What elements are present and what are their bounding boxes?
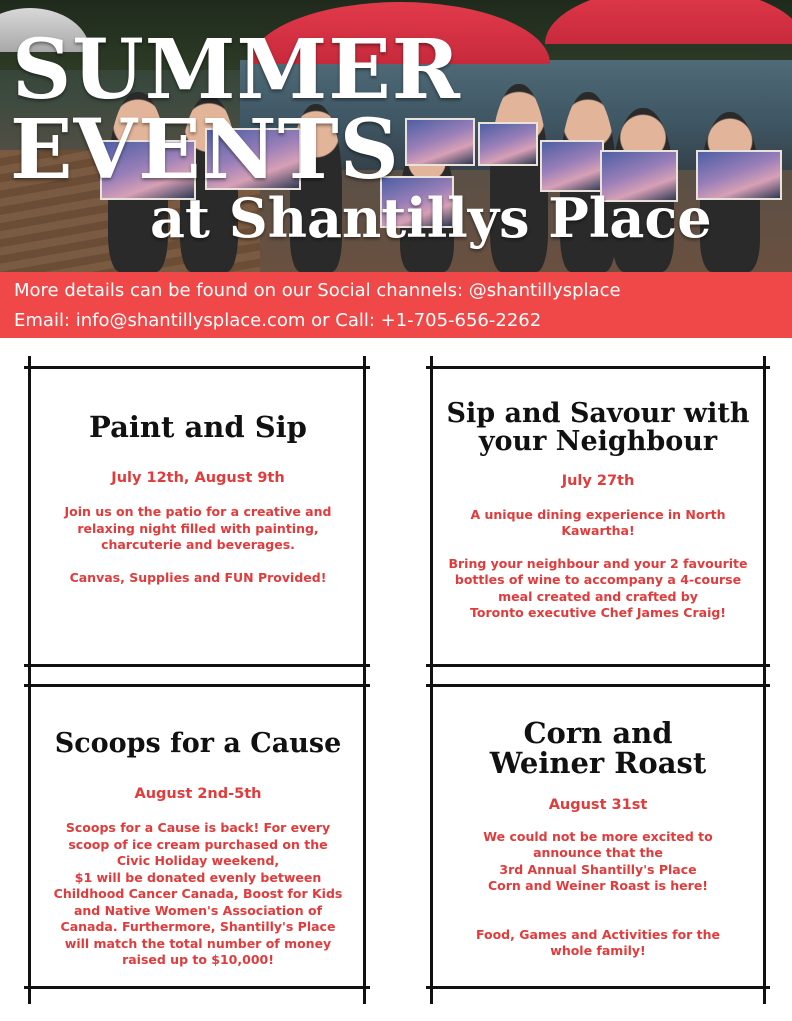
event-card-scoops-for-a-cause [34,730,362,969]
description-line: Canada. Furthermore, Shantilly's Place [60,919,336,935]
canvas-painting [478,122,538,166]
description-line: bottles of wine to accompany a 4-course [454,572,742,588]
description-line: raised up to $10,000! [122,952,274,968]
description-line: scoop of ice cream purchased on the [68,836,328,852]
frame-line [426,366,770,369]
description-line: will match the total number of money [64,935,332,951]
event-description [434,829,762,960]
description-line: $1 will be donated evenly between [74,869,322,885]
event-description [34,820,362,969]
canvas-painting [405,118,475,166]
event-title-line: Sip and Savour with [446,398,750,429]
description-line: Canvas, Supplies and FUN Provided! [69,569,327,585]
description-line: Corn and Weiner Roast is here! [487,878,709,894]
canvas-painting [540,140,604,192]
frame-line [24,366,370,369]
contact-line: Email: info@shantillysplace.com or Call: +1-705-656-2262 [14,310,542,331]
frame-line [426,664,770,667]
event-date: August 31st [548,796,648,813]
event-card-corn-and-weiner-roast [434,718,762,960]
event-card-paint-and-sip [34,412,362,586]
frame-line [28,356,31,1004]
description-line: Bring your neighbour and your 2 favourite [448,555,748,571]
frame-line [426,986,770,989]
event-title [34,730,362,758]
event-card-sip-and-savour [434,400,762,622]
frame-line [24,664,370,667]
event-title-line: Paint and Sip [89,410,307,444]
hero-photo [0,0,792,272]
description-line: We could not be more excited to [483,828,713,844]
frame-line [426,684,770,687]
event-title-line: your Neighbour [478,426,718,458]
social-line: More details can be found on our Social channels: @shantillysplace [14,280,621,301]
description-line: meal created and crafted by [498,588,698,604]
patio-umbrella [545,0,792,44]
frame-line [24,986,370,989]
description-line: 3rd Annual Shantilly's Place [499,861,697,877]
description-line: Food, Games and Activities for the [475,926,721,942]
event-title-line: Weiner Roast [489,746,707,781]
frame-line [430,356,433,1004]
description-line: whole family! [550,943,646,959]
event-title-line: Scoops for a Cause [54,728,342,759]
description-line: announce that the [533,845,663,861]
event-title-line: Corn and [523,716,673,750]
event-title [434,718,762,779]
description-line: Join us on the patio for a creative and [64,504,332,520]
description-line: Childhood Cancer Canada, Boost for Kids [53,886,343,902]
event-description [434,507,762,622]
frame-line [763,356,766,1004]
event-date: August 2nd-5th [134,786,262,803]
hero-title-venue: at Shantillys Place [150,186,712,250]
description-line: Toronto executive Chef James Craig! [469,605,726,621]
description-line: relaxing night filled with painting, [77,520,319,536]
description-line: charcuterie and beverages. [101,537,295,553]
event-title [34,412,362,442]
description-line: and Native Women's Association of [73,902,323,918]
event-title [434,400,762,457]
event-description [34,504,362,586]
hero-title-summer: SUMMER [12,22,461,118]
contact-banner [0,272,792,338]
frame-line [363,356,366,1004]
event-date: July 12th, August 9th [111,470,285,487]
description-line: Kawartha! [561,523,635,539]
hero-title-events: EVENTS [10,102,400,198]
description-line: A unique dining experience in North [470,506,726,522]
frame-line [24,684,370,687]
description-line: Civic Holiday weekend, [116,853,280,869]
event-date: July 27th [561,472,635,489]
description-line: Scoops for a Cause is back! For every [65,820,331,836]
